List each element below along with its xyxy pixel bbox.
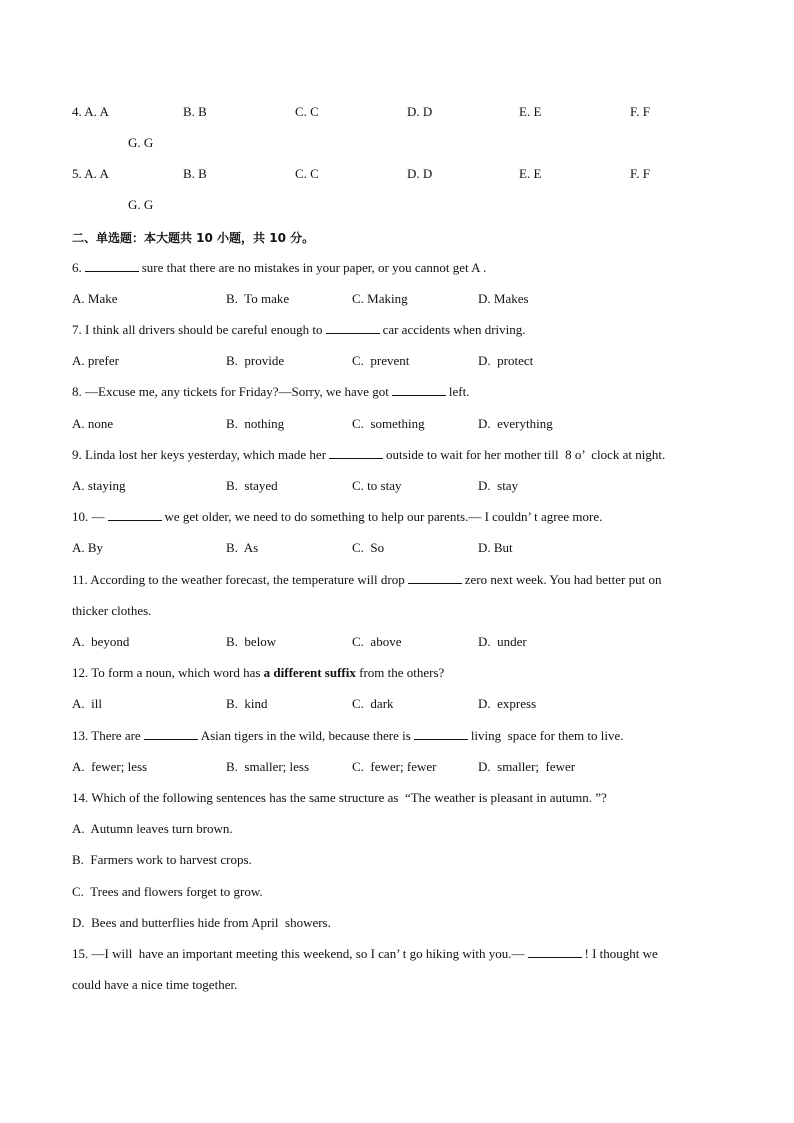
q12-emphasis: a different suffix (263, 665, 356, 680)
q11-stem: 11. According to the weather forecast, the temperature will drop zero next week. You had better put on (72, 572, 662, 587)
q11-options (72, 632, 722, 652)
q9-option-b: B. stayed (226, 478, 278, 493)
section-heading: 二、单选题：本大题共 10 小题，共 10 分。 (72, 231, 315, 245)
q12-option-a: A. ill (72, 696, 102, 711)
q13-option-a: A. fewer; less (72, 759, 148, 774)
answer-blank (408, 571, 462, 584)
q10-option-d: D. But (478, 540, 513, 555)
q13-options (72, 757, 722, 777)
q7-option-b: B. provide (226, 353, 285, 368)
q15-stem: 15. —I will have an important meeting this weekend, so I can’ t go hiking with you.— ! I thought we (72, 946, 658, 961)
q7-options (72, 351, 722, 371)
answer-blank (329, 446, 383, 459)
q4-option-c: C. C (295, 104, 319, 119)
q12-option-d: D. express (478, 696, 537, 711)
q4-option-d: D. D (407, 104, 433, 119)
answer-blank (528, 945, 582, 958)
answer-blank (85, 259, 139, 272)
q14-option-b: B. Farmers work to harvest crops. (72, 852, 252, 867)
q12-option-b: B. kind (226, 696, 268, 711)
q4-option-b: B. B (183, 104, 207, 119)
q6-options (72, 289, 722, 309)
q12-option-c: C. dark (352, 696, 394, 711)
q5-option-d: D. D (407, 166, 433, 181)
q13-option-d: D. smaller; fewer (478, 759, 576, 774)
q12-options (72, 694, 722, 714)
q6-stem: 6. sure that there are no mistakes in your paper, or you cannot get A . (72, 260, 487, 275)
q10-option-a: A. By (72, 540, 104, 555)
q9-option-a: A. staying (72, 478, 126, 493)
q5-options-row (72, 164, 722, 184)
q8-option-d: D. everything (478, 416, 553, 431)
q10-options (72, 538, 722, 558)
q7-option-a: A. prefer (72, 353, 119, 368)
q14-option-c: C. Trees and flowers forget to grow. (72, 884, 263, 899)
q8-option-b: B. nothing (226, 416, 285, 431)
q6-option-c: C. Making (352, 291, 408, 306)
answer-blank (326, 321, 380, 334)
q5-option-g: G. G (128, 197, 154, 212)
q6-option-b: B. To make (226, 291, 290, 306)
q10-option-b: B. As (226, 540, 259, 555)
q5-label: 5. A. A (72, 166, 109, 181)
q8-stem: 8. —Excuse me, any tickets for Friday?—Sorry, we have got left. (72, 384, 470, 399)
q13-option-c: C. fewer; fewer (352, 759, 437, 774)
q9-option-d: D. stay (478, 478, 519, 493)
q6-option-d: D. Makes (478, 291, 529, 306)
q8-options (72, 414, 722, 434)
q4-option-g: G. G (128, 135, 154, 150)
q4-label: 4. A. A (72, 104, 109, 119)
q9-stem: 9. Linda lost her keys yesterday, which made her outside to wait for her mother till 8 o’ clock at night. (72, 447, 666, 462)
q7-option-c: C. prevent (352, 353, 410, 368)
answer-blank (108, 508, 162, 521)
q11-option-d: D. under (478, 634, 527, 649)
q9-options (72, 476, 722, 496)
q14-option-d: D. Bees and butterflies hide from April showers. (72, 915, 331, 930)
answer-blank (144, 727, 198, 740)
q5-option-c: C. C (295, 166, 319, 181)
q7-stem: 7. I think all drivers should be careful enough to car accidents when driving. (72, 322, 526, 337)
q7-option-d: D. protect (478, 353, 534, 368)
q11-option-b: B. below (226, 634, 277, 649)
q4-options-row (72, 102, 722, 122)
q4-option-f: F. F (630, 104, 650, 119)
q4-option-e: E. E (519, 104, 542, 119)
q13-option-b: B. smaller; less (226, 759, 310, 774)
q15-stem-continued: could have a nice time together. (72, 977, 238, 992)
q5-option-f: F. F (630, 166, 650, 181)
q14-option-a: A. Autumn leaves turn brown. (72, 821, 233, 836)
q13-stem: 13. There are Asian tigers in the wild, because there is living space for them to live. (72, 728, 624, 743)
answer-blank (414, 727, 468, 740)
q10-option-c: C. So (352, 540, 385, 555)
q11-stem-continued: thicker clothes. (72, 603, 152, 618)
q6-option-a: A. Make (72, 291, 118, 306)
q8-option-c: C. something (352, 416, 425, 431)
q11-option-c: C. above (352, 634, 402, 649)
q10-stem: 10. — we get older, we need to do something to help our parents.— I couldn’ t agree more. (72, 509, 603, 524)
q8-option-a: A. none (72, 416, 114, 431)
q5-option-b: B. B (183, 166, 207, 181)
q11-option-a: A. beyond (72, 634, 130, 649)
answer-blank (392, 383, 446, 396)
q9-option-c: C. to stay (352, 478, 402, 493)
q14-stem: 14. Which of the following sentences has the same structure as “The weather is pleasant in autumn. ”? (72, 790, 607, 805)
q12-stem: 12. To form a noun, which word has a different suffix from the others? (72, 665, 445, 680)
q5-option-e: E. E (519, 166, 542, 181)
